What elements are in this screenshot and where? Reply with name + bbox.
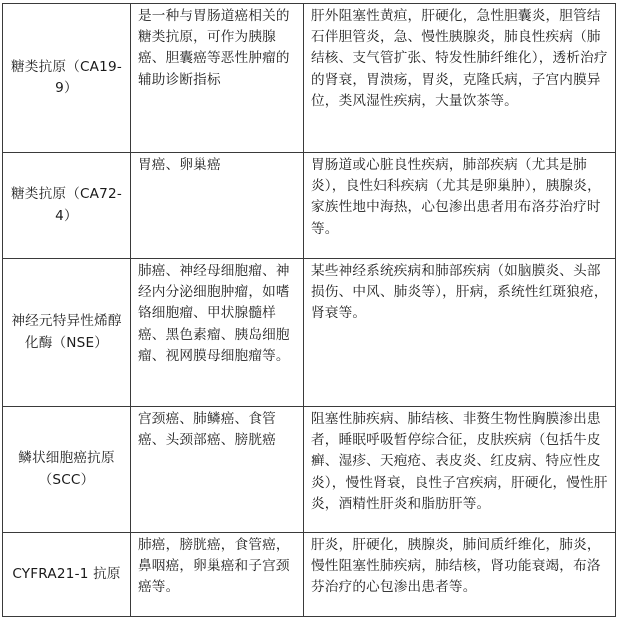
other-conditions-cell: 某些神经系统疾病和肺部疾病（如脑膜炎、头部损伤、中风、肺炎等），肝病，系统性红斑狼疮，肾衰等。 xyxy=(304,259,616,407)
clinical-significance-cell: 肺癌，膀胱癌，食管癌，鼻咽癌，卵巢癌和子宫颈癌等。 xyxy=(131,533,304,617)
clinical-significance-cell: 胃癌、卵巢癌 xyxy=(131,153,304,259)
marker-name-cell: 鳞状细胞癌抗原（SCC） xyxy=(3,407,131,533)
table-row xyxy=(3,4,616,153)
table-row xyxy=(3,533,616,617)
clinical-significance-cell: 肺癌、神经母细胞瘤、神经内分泌细胞肿瘤，如嗜铬细胞瘤、甲状腺髓样癌、黑色素瘤、胰岛细胞瘤、视网膜母细胞瘤等。 xyxy=(131,259,304,407)
table-row xyxy=(3,407,616,533)
other-conditions-cell: 肝外阻塞性黄疸，肝硬化，急性胆囊炎，胆管结石伴胆管炎，急、慢性胰腺炎，肺良性疾病（肺结核、支气管扩张、特发性肺纤维化），透析治疗的肾衰，胃溃疡，胃炎，克隆氏病，子宫内膜异位，类风湿性疾病，大量饮茶等。 xyxy=(304,4,616,153)
table-row xyxy=(3,259,616,407)
marker-name-cell: CYFRA21-1 抗原 xyxy=(3,533,131,617)
marker-name-cell: 神经元特异性烯醇化酶（NSE） xyxy=(3,259,131,407)
marker-name-cell: 糖类抗原（CA19-9） xyxy=(3,4,131,153)
clinical-significance-cell: 宫颈癌、肺鳞癌、食管癌、头颈部癌、膀胱癌 xyxy=(131,407,304,533)
clinical-significance-cell: 是一种与胃肠道癌相关的糖类抗原，可作为胰腺癌、胆囊癌等恶性肿瘤的辅助诊断指标 xyxy=(131,4,304,153)
table-row xyxy=(3,153,616,259)
other-conditions-cell: 肝炎，肝硬化，胰腺炎，肺间质纤维化，肺炎，慢性阻塞性肺疾病，肺结核，肾功能衰竭，布洛芬治疗的心包渗出患者等。 xyxy=(304,533,616,617)
marker-name-cell: 糖类抗原（CA72-4） xyxy=(3,153,131,259)
tumor-marker-table xyxy=(2,3,616,617)
other-conditions-cell: 胃肠道或心脏良性疾病，肺部疾病（尤其是肺炎），良性妇科疾病（尤其是卵巢肿），胰腺炎，家族性地中海热，心包渗出患者用布洛芬治疗时等。 xyxy=(304,153,616,259)
other-conditions-cell: 阻塞性肺疾病、肺结核、非赘生物性胸膜渗出患者，睡眠呼吸暂停综合征，皮肤疾病（包括牛皮癣、湿疹、天疱疮、表皮炎、红皮病、特应性皮炎），慢性肾衰，良性子宫疾病，肝硬化，慢性肝炎，酒精性肝炎和脂肪肝等。 xyxy=(304,407,616,533)
